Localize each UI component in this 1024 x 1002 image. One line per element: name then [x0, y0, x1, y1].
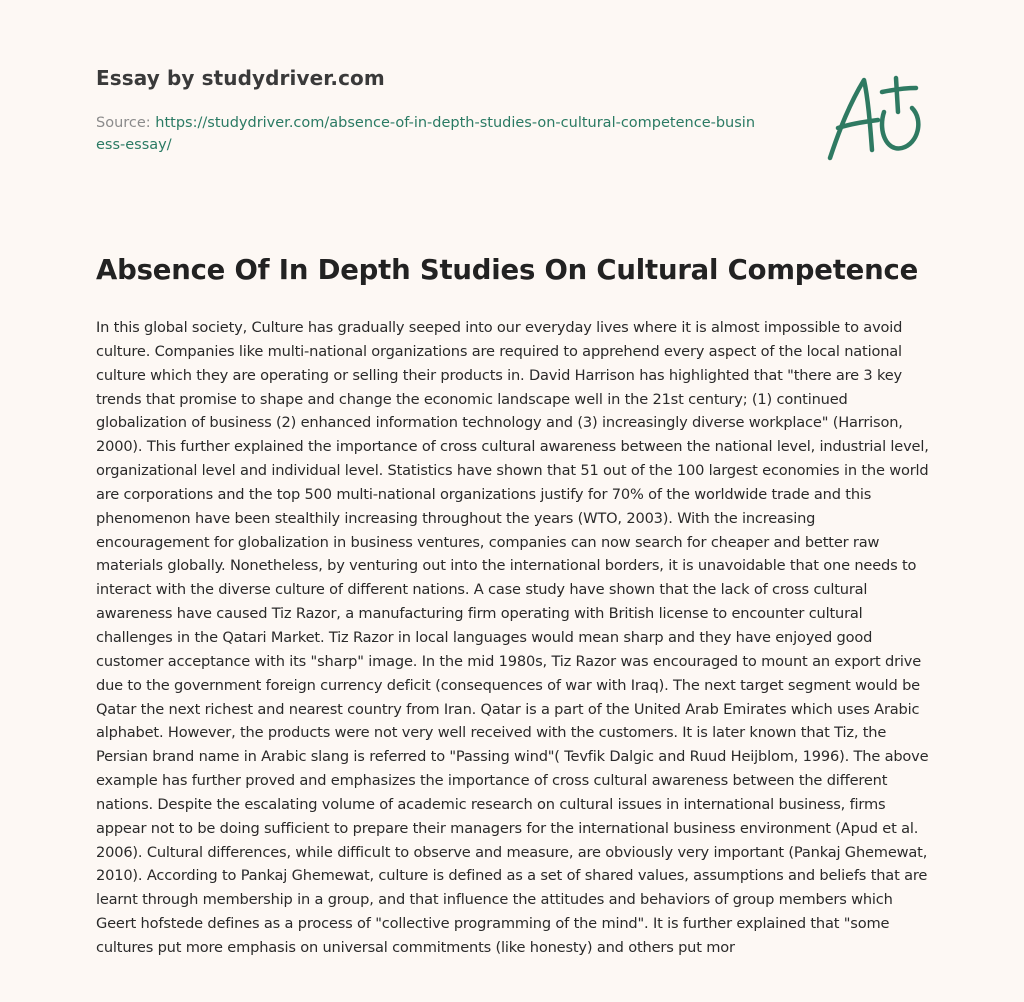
- source-line: [96, 112, 756, 156]
- essay-body: In this global society, Culture has gradually seeped into our everyday lives where it is almost impossible to avoid culture. Companies like multi-national organizations are required to apprehend every aspect of the local national culture which they are operating or selling their products in. David Harrison has highlighted that "there are 3 key trends that promise to shape and change the economic landscape well in the 21st century; (1) continued globalization of business (2) enhanced information technology and (3) increasingly diverse workplace" (Harrison, 2000). This further explained the importance of cross cultural awareness between the national level, industrial level, organizational level and individual level. Statistics have shown that 51 out of the 100 largest economies in the world are corporations and the top 500 multi-national organizations justify for 70% of the worldwide trade and this phenomenon have been stealthily increasing throughout the years (WTO, 2003). With the increasing encouragement for globalization in business ventures, companies can now search for cheaper and better raw materials globally. Nonetheless, by venturing out into the international borders, it is unavoidable that one needs to interact with the diverse culture of different nations. A case study have shown that the lack of cross cultural awareness have caused Tiz Razor, a manufacturing firm operating with British license to encounter cultural challenges in the Qatari Market. Tiz Razor in local languages would mean sharp and they have enjoyed good customer acceptance with its "sharp" image. In the mid 1980s, Tiz Razor was encouraged to mount an export drive due to the government foreign currency deficit (consequences of war with Iraq). The next target segment would be Qatar the next richest and nearest country from Iran. Qatar is a part of the United Arab Emirates which uses Arabic alphabet. However, the products were not very well received with the customers. It is later known that Tiz, the Persian brand name in Arabic slang is referred to "Passing wind"( Tevfik Dalgic and Ruud Heijblom, 1996). The above example has further proved and emphasizes the importance of cross cultural awareness between the different nations. Despite the escalating volume of academic research on cultural issues in international business, firms appear not to be doing sufficient to prepare their managers for the international business environment (Apud et al. 2006). Cultural differences, while difficult to observe and measure, are obviously very important (Pankaj Ghemewat, 2010). According to Pankaj Ghemewat, culture is defined as a set of shared values, assumptions and beliefs that are learnt through membership in a group, and that influence the attitudes and behaviors of group members which Geert hofstede defines as a process of "collective programming of the mind". It is further explained that "some cultures put more emphasis on universal commitments (like honesty) and others put mor: [96, 319, 929, 956]
- source-label: Source:: [96, 115, 151, 131]
- source-link[interactable]: https://studydriver.com/absence-of-in-depth-studies-on-cultural-competence-business-essay/: [96, 115, 756, 153]
- site-brand-heading: Essay by studydriver.com: [96, 66, 385, 90]
- a-plus-grade-logo-icon: [820, 68, 930, 164]
- essay-title: Absence Of In Depth Studies On Cultural Competence: [96, 254, 919, 286]
